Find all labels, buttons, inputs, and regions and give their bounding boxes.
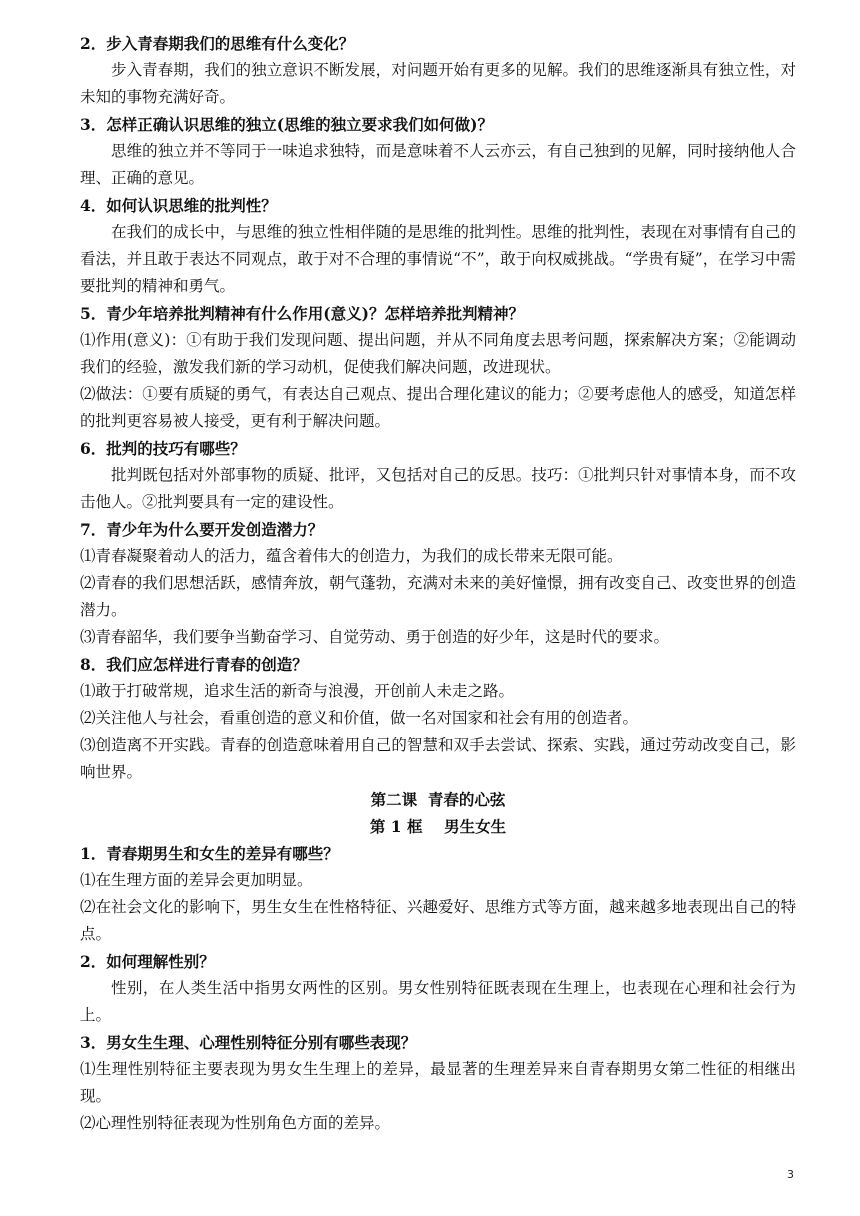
section-title: 第 1 框 男生女生 bbox=[369, 817, 507, 836]
answer-paragraph: 思维的独立并不等同于一味追求独特，而是意味着不人云亦云，有自己独到的见解，同时接纳他人合理、正确的意见。 bbox=[80, 142, 796, 187]
answer-list-item: ⑴作用(意义)：①有助于我们发现问题、提出问题，并从不同角度去思考问题，探索解决方案；②能调动我们的经验，激发我们新的学习动机，促使我们解决问题，改进现状。 bbox=[80, 331, 796, 376]
page-number: 3 bbox=[787, 1168, 794, 1181]
answer-paragraph: 批判既包括对外部事物的质疑、批评，又包括对自己的反思。技巧：①批判只针对事情本身，而不攻击他人。②批判要具有一定的建设性。 bbox=[80, 466, 796, 511]
question-heading: 4．如何认识思维的批判性？ bbox=[80, 196, 277, 215]
question-heading: 2．步入青春期我们的思维有什么变化？ bbox=[80, 34, 355, 53]
question-heading: 1．青春期男生和女生的差异有哪些？ bbox=[80, 844, 339, 863]
answer-list-item: ⑵在社会文化的影响下，男生女生在性格特征、兴趣爱好、思维方式等方面，越来越多地表现出自己的特点。 bbox=[80, 898, 796, 943]
question-heading: 2．如何理解性别？ bbox=[80, 952, 215, 971]
question-heading: 5．青少年培养批判精神有什么作用(意义)？怎样培养批判精神？ bbox=[80, 304, 524, 323]
answer-list-item: ⑴生理性别特征主要表现为男女生生理上的差异，最显著的生理差异来自青春期男女第二性征的相继出现。 bbox=[80, 1060, 796, 1105]
document-page bbox=[80, 30, 796, 1137]
question-heading: 3．男女生生理、心理性别特征分别有哪些表现？ bbox=[80, 1033, 417, 1052]
answer-list-item: ⑶青春韶华，我们要争当勤奋学习、自觉劳动、勇于创造的好少年，这是时代的要求。 bbox=[80, 628, 670, 646]
answer-paragraph: 步入青春期，我们的独立意识不断发展，对问题开始有更多的见解。我们的思维逐渐具有独立性，对未知的事物充满好奇。 bbox=[80, 61, 796, 106]
answer-list-item: ⑵心理性别特征表现为性别角色方面的差异。 bbox=[80, 1114, 391, 1132]
lesson-title: 第二课 青春的心弦 bbox=[370, 790, 506, 809]
answer-list-item: ⑴敢于打破常规，追求生活的新奇与浪漫，开创前人未走之路。 bbox=[80, 682, 515, 700]
question-heading: 7．青少年为什么要开发创造潜力？ bbox=[80, 520, 324, 539]
answer-list-item: ⑵青春的我们思想活跃，感情奔放，朝气蓬勃，充满对未来的美好憧憬，拥有改变自己、改变世界的创造潜力。 bbox=[80, 574, 796, 619]
answer-list-item: ⑴在生理方面的差异会更加明显。 bbox=[80, 871, 313, 889]
question-heading: 8．我们应怎样进行青春的创造？ bbox=[80, 655, 308, 674]
answer-paragraph: 在我们的成长中，与思维的独立性相伴随的是思维的批判性。思维的批判性，表现在对事情有自己的看法，并且敢于表达不同观点，敢于对不合理的事情说“不”，敢于向权威挑战。“学贵有疑”，在学习中需要批判的精神和勇气。 bbox=[80, 223, 796, 295]
question-heading: 3．怎样正确认识思维的独立(思维的独立要求我们如何做)？ bbox=[80, 115, 493, 134]
answer-list-item: ⑶创造离不开实践。青春的创造意味着用自己的智慧和双手去尝试、探索、实践，通过劳动改变自己，影响世界。 bbox=[80, 736, 796, 781]
answer-list-item: ⑵关注他人与社会，看重创造的意义和价值，做一名对国家和社会有用的创造者。 bbox=[80, 709, 639, 727]
answer-list-item: ⑴青春凝聚着动人的活力，蕴含着伟大的创造力，为我们的成长带来无限可能。 bbox=[80, 547, 623, 565]
answer-paragraph: 性别，在人类生活中指男女两性的区别。男女性别特征既表现在生理上，也表现在心理和社会行为上。 bbox=[80, 979, 796, 1024]
question-heading: 6．批判的技巧有哪些？ bbox=[80, 439, 246, 458]
answer-list-item: ⑵做法：①要有质疑的勇气，有表达自己观点、提出合理化建议的能力；②要考虑他人的感受，知道怎样的批判更容易被人接受，更有利于解决问题。 bbox=[80, 385, 796, 430]
